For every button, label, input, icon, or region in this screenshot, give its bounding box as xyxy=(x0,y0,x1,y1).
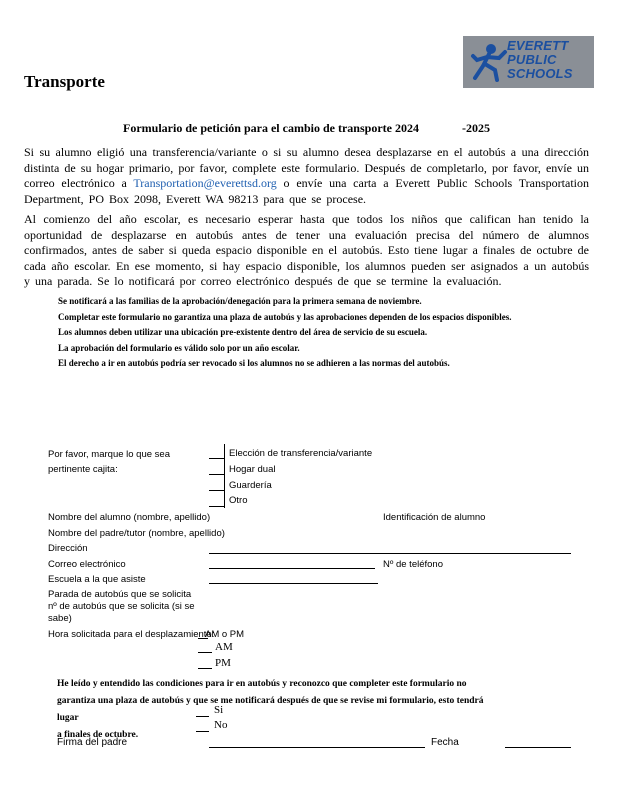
student-name-label: Nombre del alumno (nombre, apellido) xyxy=(48,512,211,523)
page-title: Transporte xyxy=(24,72,105,91)
no-option: No xyxy=(214,719,228,731)
checkbox-dual-home[interactable] xyxy=(209,474,224,475)
email-label: Correo electrónico xyxy=(48,559,126,570)
ack-line2: garantiza una plaza de autobús y que se me notificará después de que se revise mi formulario, esto tendrá lugar xyxy=(57,696,484,723)
signature-label: Firma del padre xyxy=(57,737,128,748)
option-daycare: Guardería xyxy=(229,480,272,491)
checkbox-other[interactable] xyxy=(209,506,224,507)
checkbox-pm[interactable] xyxy=(198,668,212,669)
address-field[interactable] xyxy=(209,553,571,554)
email-field[interactable] xyxy=(209,568,375,569)
list-item-text: Se notificará a las familias de la aprobación/denegación para la primera semana de noviembre. xyxy=(58,296,422,306)
bus-number-label: nº de autobús que se solicita (si se xyxy=(48,601,195,612)
logo-text-line3: SCHOOLS xyxy=(507,66,573,81)
am-option: AM xyxy=(215,641,233,653)
address-label: Dirección xyxy=(48,543,88,554)
option-other: Otro xyxy=(229,495,248,506)
bus-stop-label: Parada de autobús que se solicita xyxy=(48,589,192,600)
school-label: Escuela a la que asiste xyxy=(48,574,146,585)
time-label: Hora solicitada para el desplazamiento: xyxy=(48,629,215,640)
ack-line3: a finales de octubre. xyxy=(57,730,139,740)
logo-text-line2: PUBLIC xyxy=(507,52,557,67)
checkbox-daycare[interactable] xyxy=(209,490,224,491)
list-item xyxy=(40,312,575,324)
time-line xyxy=(198,638,208,639)
list-item xyxy=(40,358,575,370)
parent-name-label: Nombre del padre/tutor (nombre, apellido) xyxy=(48,528,225,539)
bus-number-label-cont: sabe) xyxy=(48,613,72,624)
form-title: Formulario de petición para el cambio de transporte 2024 xyxy=(123,121,419,135)
phone-label: Nº de teléfono xyxy=(383,559,443,570)
email-link[interactable]: Transportation@everettsd.org xyxy=(133,176,277,190)
list-item-text: La aprobación del formulario es válido solo por un año escolar. xyxy=(58,342,300,353)
list-item xyxy=(40,343,575,355)
list-item-text: Completar este formulario no garantiza una plaza de autobús y las aprobaciones dependen de los espacios disponibles. xyxy=(58,311,512,322)
signature-field[interactable] xyxy=(209,747,425,748)
checkbox-divider xyxy=(224,444,225,508)
intro-text-2: o envíe una carta a Everett Public Schools Transportation Department, PO Box 2098, Everett WA 98213 para que se procese. xyxy=(24,176,589,206)
checkbox-no[interactable] xyxy=(196,731,209,732)
student-id-label: Identificación de alumno xyxy=(383,512,486,523)
list-item xyxy=(40,327,575,339)
district-logo xyxy=(463,36,594,88)
intro-paragraph xyxy=(24,145,589,207)
evaluation-paragraph: Al comienzo del año escolar, es necesario esperar hasta que todos los niños que califican han tenido la oportunidad de desplazarse en autobús antes de tener una evaluación precisa del número de alumnos confirmados, antes de saber si queda espacio disponible en el autobús. Esto tiene lugar a finales de octubre de cada año escolar. En ese momento, si hay espacio disponible, los alumnos pueden ser asignados a un autobús y una parada. Se lo notificará por correo electrónico después de que se termine la evaluación. xyxy=(24,212,589,288)
logo-text-line1: EVERETT xyxy=(507,38,569,53)
date-field[interactable] xyxy=(505,747,571,748)
pm-option: PM xyxy=(215,657,231,669)
runner-icon xyxy=(469,42,509,82)
list-item-text: Los alumnos deben utilizar una ubicación pre-existente dentro del área de servicio de su escuela. xyxy=(58,327,428,337)
yes-option: Si xyxy=(214,704,224,716)
checkbox-yes[interactable] xyxy=(196,716,209,717)
date-label: Fecha xyxy=(431,737,459,748)
conditions-list xyxy=(40,296,575,374)
list-item-text: El derecho a ir en autobús podría ser revocado si los alumnos no se adhieren a las normas del autobús. xyxy=(58,358,450,368)
option-dual-home: Hogar dual xyxy=(229,464,276,475)
school-field[interactable] xyxy=(209,583,378,584)
acknowledgement xyxy=(57,676,507,744)
intro-text-1: Si su alumno eligió una transferencia/variante o si su alumno desea desplazarse en el autobús a una dirección distinta de su hogar primario, por favor, complete este formulario. Después de completarlo, por favor, envíe un correo electrónico a xyxy=(24,145,589,190)
choice-prompt-line2: pertinente cajita: xyxy=(48,464,118,475)
choice-prompt-line1: Por favor, marque lo que sea xyxy=(48,449,170,460)
time-inline: AM o PM xyxy=(205,629,245,640)
list-item xyxy=(40,296,575,308)
ack-line1: He leído y entendido las condiciones para ir en autobús y reconozco que completer este formulario no xyxy=(57,679,467,689)
form-year: -2025 xyxy=(462,121,490,135)
option-transfer: Elección de transferencia/variante xyxy=(229,448,373,459)
checkbox-transfer[interactable] xyxy=(209,458,224,459)
checkbox-am[interactable] xyxy=(198,652,212,653)
